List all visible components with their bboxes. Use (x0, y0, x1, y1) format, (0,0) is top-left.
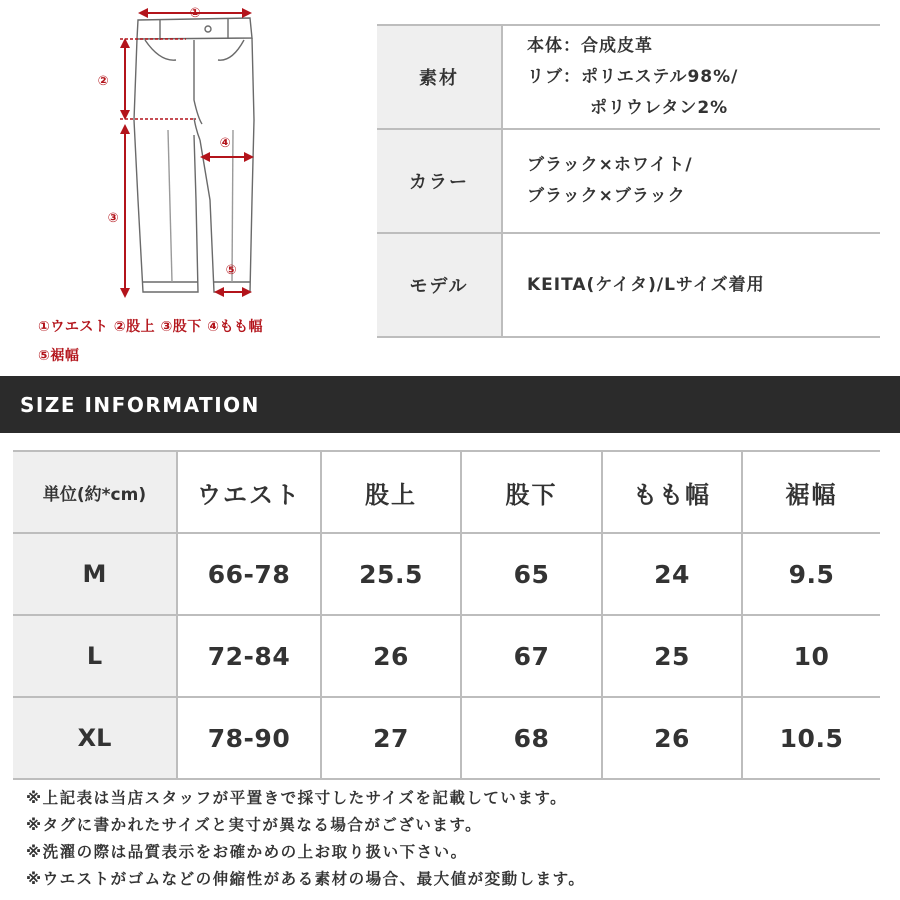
table-cell: 26 (602, 697, 742, 779)
spec-row-model (377, 234, 880, 338)
note-line: ※ウエストがゴムなどの伸縮性がある素材の場合、最大値が変動します。 (26, 870, 586, 888)
table-cell: 24 (602, 533, 742, 615)
table-row (13, 615, 880, 697)
table-cell: 26 (321, 615, 461, 697)
pants-measurement-diagram (0, 0, 360, 380)
diagram-legend-line-1: ①ウエスト ②股上 ③股下 ④もも幅 (38, 319, 264, 335)
marker-5: ⑤ (225, 263, 237, 278)
size-label: M (13, 533, 177, 615)
table-cell: 65 (461, 533, 602, 615)
marker-1: ① (189, 6, 201, 21)
spec-line: リブ：ポリエステル98%/ (527, 66, 739, 87)
table-cell: 9.5 (742, 533, 880, 615)
notes (26, 785, 886, 893)
spec-line: ポリウレタン2% (590, 97, 729, 118)
table-cell: 78-90 (177, 697, 321, 779)
note-line: ※タグに書かれたサイズと実寸が異なる場合がございます。 (26, 816, 483, 834)
note-line: ※洗濯の際は品質表示をお確かめの上お取り扱い下さい。 (26, 843, 468, 861)
size-information-banner (0, 376, 900, 433)
marker-2: ② (97, 74, 109, 89)
spec-row-material (377, 24, 880, 130)
column-header: 股上 (321, 451, 461, 533)
spec-line: ブラック×ホワイト/ (527, 155, 693, 175)
size-table-header-row (13, 451, 880, 533)
banner-title: SIZE INFORMATION (20, 392, 260, 417)
pants-outline (134, 18, 254, 292)
column-header: 裾幅 (742, 451, 880, 533)
size-label: L (13, 615, 177, 697)
column-header: ウエスト (177, 451, 321, 533)
spec-label: 素材 (377, 26, 503, 128)
marker-4: ④ (219, 136, 231, 151)
spec-line: ブラック×ブラック (527, 186, 686, 206)
spec-value (503, 234, 880, 336)
spec-row-color (377, 130, 880, 234)
table-cell: 66-78 (177, 533, 321, 615)
spec-line: 本体：合成皮革 (527, 35, 653, 56)
column-header: もも幅 (602, 451, 742, 533)
table-cell: 72-84 (177, 615, 321, 697)
spec-value (503, 130, 880, 232)
table-cell: 67 (461, 615, 602, 697)
note-line: ※上記表は当店スタッフが平置きで採寸したサイズを記載しています。 (26, 789, 568, 807)
table-cell: 25.5 (321, 533, 461, 615)
unit-label: 単位(約*cm) (13, 451, 177, 533)
column-header: 股下 (461, 451, 602, 533)
table-cell: 10 (742, 615, 880, 697)
table-row (13, 697, 880, 779)
marker-3: ③ (107, 211, 119, 226)
spec-label: モデル (377, 234, 503, 336)
spec-line: KEITA(ケイタ)/Lサイズ着用 (527, 274, 765, 295)
spec-label: カラー (377, 130, 503, 232)
table-cell: 10.5 (742, 697, 880, 779)
table-cell: 27 (321, 697, 461, 779)
size-label: XL (13, 697, 177, 779)
size-table (13, 450, 880, 780)
spec-table (377, 24, 880, 338)
table-row (13, 533, 880, 615)
diagram-legend-line-2: ⑤裾幅 (38, 348, 80, 364)
table-cell: 25 (602, 615, 742, 697)
table-cell: 68 (461, 697, 602, 779)
spec-value (503, 26, 880, 128)
pants-illustration (0, 0, 360, 310)
